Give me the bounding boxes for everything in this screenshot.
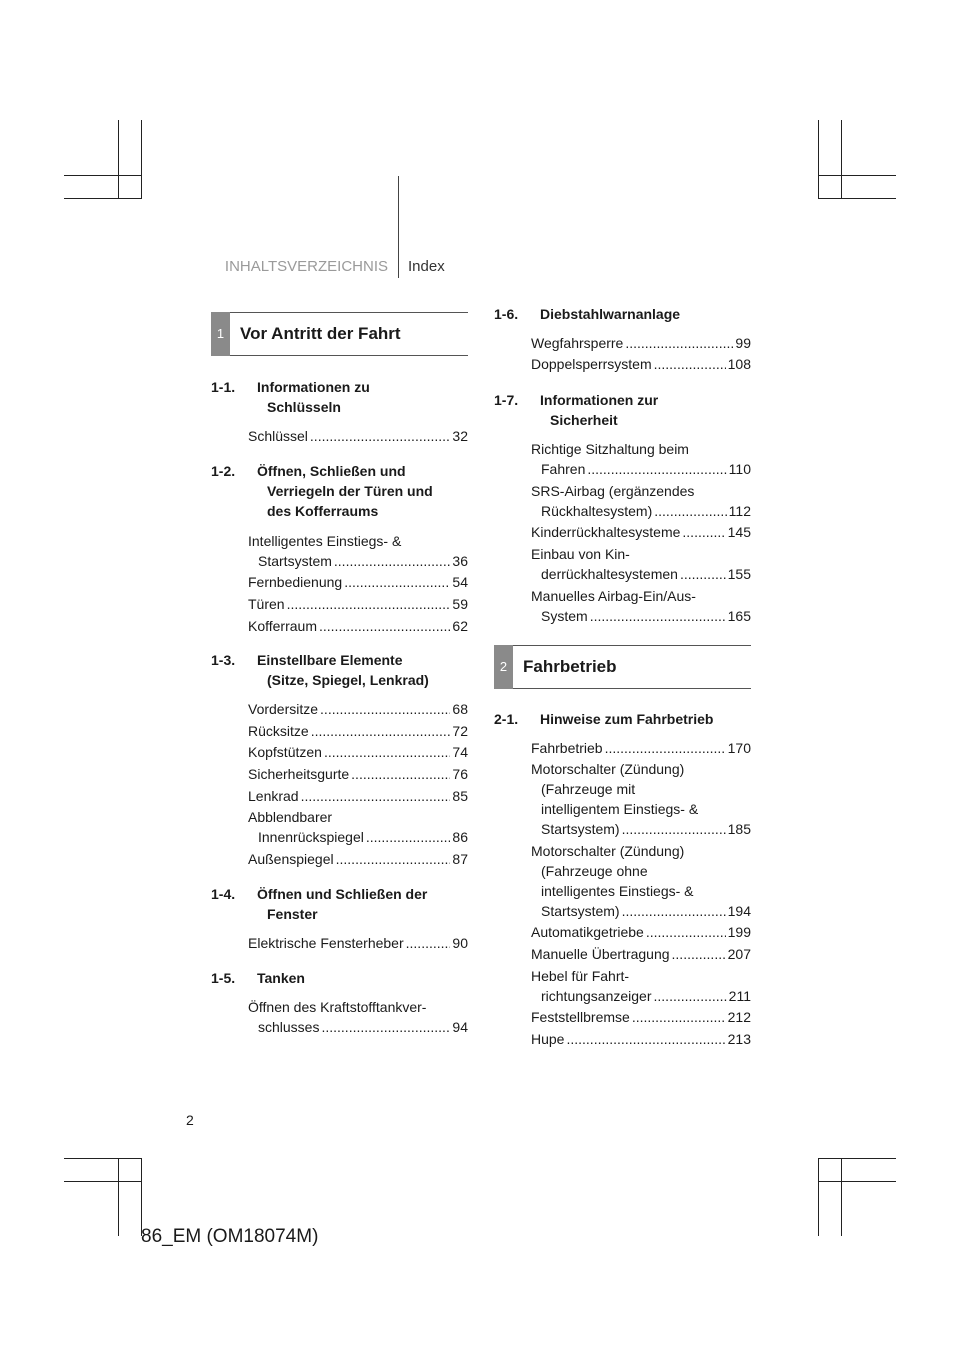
- toc-entry-text: Innenrückspiegel: [258, 829, 364, 846]
- chapter-title: [211, 461, 468, 521]
- toc-entry-text: (Fahrzeuge mit: [541, 781, 636, 798]
- toc-entry[interactable]: [248, 742, 468, 762]
- toc-entry-row: [248, 849, 468, 869]
- toc-entry-text: Rückhaltesystem): [541, 502, 653, 519]
- toc-entry-text: Lenkrad: [248, 787, 299, 804]
- toc-entry[interactable]: [248, 531, 468, 571]
- toc-entry-text: Abblendbarer: [248, 809, 333, 826]
- toc-entry[interactable]: [248, 997, 468, 1037]
- header-divider: [398, 176, 399, 278]
- dot-leader: [672, 944, 726, 964]
- chapter-title: [211, 377, 468, 417]
- toc-entry-text: intelligentes Einstiegs- &: [541, 882, 694, 899]
- dot-leader: [287, 594, 451, 614]
- dot-leader: [622, 901, 726, 921]
- dot-leader: [625, 333, 733, 353]
- toc-entry[interactable]: [248, 699, 468, 719]
- toc-entry[interactable]: [248, 572, 468, 592]
- chapter-title: [494, 709, 751, 729]
- toc-entry-text: Kopfstützen: [248, 744, 322, 761]
- chapter-title-line: Informationen zur: [540, 392, 659, 408]
- page-reference[interactable]: 145: [727, 524, 751, 541]
- toc-entry-row: [248, 572, 468, 592]
- toc-entry[interactable]: [531, 522, 751, 542]
- toc-entry-row: [531, 606, 751, 626]
- dot-leader: [682, 522, 725, 542]
- chapter-title-line: Sicherheit: [550, 412, 618, 428]
- chapter-heading[interactable]: [494, 304, 751, 324]
- toc-entry[interactable]: [531, 333, 751, 353]
- toc-entry-row: [531, 1029, 751, 1049]
- toc-entry-text: Kinderrückhaltesysteme: [531, 524, 681, 541]
- dot-leader: [566, 1029, 725, 1049]
- crop-mark: [818, 1158, 896, 1159]
- toc-entry-text: Motorschalter (Zündung): [531, 842, 685, 859]
- toc-entry[interactable]: [248, 933, 468, 953]
- toc-entry-text: Doppelsperrsystem: [531, 356, 652, 373]
- page-reference[interactable]: 170: [727, 739, 751, 756]
- toc-entry-text: Richtige Sitzhaltung beim: [531, 441, 689, 458]
- toc-entry-text: Hupe: [531, 1030, 565, 1047]
- page-reference[interactable]: 74: [452, 744, 468, 761]
- dot-leader: [324, 742, 450, 762]
- dot-leader: [334, 551, 451, 571]
- crop-mark: [818, 175, 896, 176]
- toc-entry[interactable]: [531, 738, 751, 758]
- chapter-heading[interactable]: [494, 709, 751, 729]
- page-reference[interactable]: 165: [727, 607, 751, 624]
- toc-entry-row: [531, 564, 751, 584]
- chapter-heading[interactable]: [211, 461, 468, 521]
- page-reference[interactable]: 36: [452, 552, 468, 569]
- chapter-heading[interactable]: [211, 650, 468, 690]
- chapter-heading[interactable]: [211, 968, 468, 988]
- crop-mark: [64, 198, 142, 199]
- header-index-link[interactable]: Index: [408, 258, 445, 275]
- toc-entry[interactable]: [531, 354, 751, 374]
- page-number: 2: [186, 1112, 194, 1128]
- header-toc-link[interactable]: INHALTSVERZEICHNIS: [224, 258, 388, 275]
- page-reference[interactable]: 76: [452, 766, 468, 782]
- crop-mark: [818, 120, 819, 198]
- toc-entry-text: Vordersitze: [248, 701, 319, 718]
- toc-entry[interactable]: [248, 764, 468, 784]
- page-reference[interactable]: 99: [735, 334, 751, 351]
- chapter-title-line: Öffnen, Schließen und: [257, 463, 406, 479]
- page-reference[interactable]: 90: [452, 935, 468, 952]
- page-reference[interactable]: 213: [727, 1030, 751, 1047]
- toc-entry-row: [248, 616, 468, 636]
- dot-leader: [320, 699, 450, 719]
- page-reference[interactable]: 86: [452, 829, 468, 846]
- toc-entry-row: [531, 1007, 751, 1027]
- crop-mark: [141, 1158, 142, 1236]
- page-reference[interactable]: 85: [452, 787, 468, 804]
- chapter-title: [494, 390, 751, 430]
- toc-entry[interactable]: [248, 807, 468, 847]
- crop-mark: [64, 175, 142, 176]
- section-tab-number[interactable]: 2: [494, 645, 513, 689]
- toc-entry-text: Wegfahrsperre: [531, 334, 624, 351]
- page-reference[interactable]: 59: [452, 596, 468, 612]
- toc-entry[interactable]: [531, 1029, 751, 1049]
- toc-entry-text: Rücksitze: [248, 722, 309, 739]
- toc-entry-row: [531, 459, 751, 479]
- toc-entry-row: [531, 354, 751, 374]
- toc-entry-row: [248, 786, 468, 806]
- chapter-title-line: Tanken: [257, 970, 305, 986]
- toc-entry-row: [248, 699, 468, 719]
- chapter-title-line: Schlüsseln: [267, 399, 341, 415]
- toc-entry-text: intelligentem Einstiegs- &: [541, 801, 699, 818]
- chapter-title-line: Öffnen und Schließen der: [257, 886, 428, 902]
- dot-leader: [587, 459, 726, 479]
- toc-entry-row: [248, 933, 468, 953]
- page-reference[interactable]: 108: [727, 356, 751, 373]
- page-reference[interactable]: 72: [452, 722, 468, 739]
- toc-entry[interactable]: [531, 481, 751, 521]
- dot-leader: [321, 1017, 450, 1037]
- chapter-number: 1-2.: [211, 463, 236, 479]
- toc-entry-row: [248, 721, 468, 741]
- dot-leader: [680, 564, 726, 584]
- toc-entry-text: Fahren: [541, 461, 586, 478]
- toc-entry[interactable]: [248, 786, 468, 806]
- toc-entry-text: richtungsanzeiger: [541, 987, 652, 1004]
- toc-entry[interactable]: [531, 922, 751, 942]
- dot-leader: [654, 986, 727, 1006]
- toc-entry-text: Elektrische Fensterheber: [248, 935, 404, 952]
- toc-entry[interactable]: [531, 759, 751, 839]
- chapter-number: 1-5.: [211, 970, 236, 986]
- toc-entry-row: [531, 501, 751, 521]
- toc-entry[interactable]: [531, 944, 751, 964]
- page-reference[interactable]: 68: [452, 701, 468, 718]
- chapter-number: 1-1.: [211, 379, 236, 395]
- crop-mark: [841, 1158, 842, 1236]
- toc-entry-row: [248, 742, 468, 762]
- toc-entry-text: Kofferraum: [248, 617, 317, 634]
- toc-entry-text: schlusses: [258, 1018, 320, 1035]
- chapter-title: [494, 304, 751, 324]
- page-reference[interactable]: 199: [727, 924, 751, 941]
- dot-leader: [311, 721, 451, 741]
- toc-entry-text: Hebel für Fahrt-: [531, 967, 630, 984]
- page-reference[interactable]: 54: [452, 574, 468, 591]
- toc-entry-text: Manuelle Übertragung: [531, 946, 670, 962]
- dot-leader: [344, 572, 450, 592]
- dot-leader: [622, 819, 726, 839]
- crop-mark: [818, 198, 896, 199]
- dot-leader: [632, 1007, 726, 1027]
- dot-leader: [301, 786, 451, 806]
- page-reference[interactable]: 87: [452, 850, 468, 867]
- page-reference[interactable]: 211: [728, 987, 751, 1004]
- dot-leader: [590, 606, 726, 626]
- dot-leader: [605, 738, 726, 758]
- toc-entry-row: [531, 986, 751, 1006]
- chapter-title-line: Fenster: [267, 906, 318, 922]
- toc-entry[interactable]: [531, 1007, 751, 1027]
- toc-entry-row: [248, 594, 468, 614]
- chapter-number: 2-1.: [494, 711, 519, 727]
- section-title: Fahrbetrieb: [523, 657, 617, 676]
- chapter-heading[interactable]: [211, 884, 468, 924]
- chapter-title: [211, 650, 468, 690]
- toc-entry[interactable]: [531, 966, 751, 1006]
- chapter-title-line: Einstellbare Elemente: [257, 652, 403, 668]
- toc-entry-text: Motorschalter (Zündung): [531, 761, 685, 778]
- toc-entry[interactable]: [248, 426, 468, 446]
- page-reference[interactable]: 112: [728, 502, 751, 519]
- dot-leader: [366, 827, 451, 847]
- crop-mark: [64, 1181, 142, 1182]
- chapter-title-line: Informationen zu: [257, 379, 370, 395]
- dot-leader: [310, 426, 451, 446]
- chapter-heading[interactable]: [211, 377, 468, 417]
- toc-entry-text: Fernbedienung: [248, 574, 343, 591]
- page-reference[interactable]: 212: [727, 1009, 751, 1026]
- dot-leader: [351, 764, 450, 784]
- page-reference[interactable]: 32: [452, 428, 468, 445]
- toc-entry-row: [248, 764, 468, 784]
- chapter-title-line: Diebstahlwarnanlage: [540, 306, 681, 322]
- toc-entry-row: [531, 522, 751, 542]
- chapter-number: 1-6.: [494, 306, 519, 322]
- toc-entry-text: SRS-Airbag (ergänzendes: [531, 482, 695, 499]
- toc-entry-text: Startsystem): [541, 902, 620, 919]
- chapter-title-line: Verriegeln der Türen und: [267, 483, 433, 499]
- chapter-title-line: (Sitze, Spiegel, Lenkrad): [267, 672, 429, 688]
- toc-entry-text: Intelligentes Einstiegs- &: [248, 532, 402, 549]
- toc-entry-text: Außenspiegel: [248, 850, 334, 867]
- chapter-title: [211, 968, 468, 988]
- crop-mark: [118, 120, 119, 198]
- toc-entry-text: Einbau von Kin-: [531, 546, 630, 562]
- chapter-number: 1-4.: [211, 886, 236, 902]
- toc-entry-row: [248, 1017, 468, 1037]
- document-id: 86_EM (OM18074M): [141, 1226, 319, 1247]
- section-title: Vor Antritt der Fahrt: [240, 324, 401, 343]
- toc-entry[interactable]: [531, 586, 751, 626]
- section-header: [211, 312, 468, 356]
- crop-mark: [818, 1158, 819, 1236]
- dot-leader: [336, 849, 451, 869]
- toc-entry-text: System: [541, 607, 588, 624]
- page-reference[interactable]: 94: [452, 1018, 468, 1035]
- toc-entry[interactable]: [531, 439, 751, 479]
- crop-mark: [118, 1158, 119, 1236]
- crop-mark: [64, 1158, 142, 1159]
- toc-entry-row: [248, 426, 468, 446]
- chapter-number: 1-7.: [494, 392, 519, 408]
- toc-entry-text: Sicherheitsgurte: [248, 766, 350, 782]
- toc-entry-row: [248, 551, 468, 571]
- toc-entry[interactable]: [531, 544, 751, 584]
- crop-mark: [841, 120, 842, 198]
- page-reference[interactable]: 155: [727, 566, 751, 582]
- toc-entry-text: Feststellbremse: [531, 1009, 630, 1026]
- toc-entry-text: derrückhaltesystemen: [541, 566, 678, 582]
- toc-entry[interactable]: [248, 616, 468, 636]
- section-tab-number[interactable]: 1: [211, 312, 230, 356]
- page-reference[interactable]: 110: [728, 461, 751, 478]
- toc-entry-text: Manuelles Airbag-Ein/Aus-: [531, 587, 696, 604]
- chapter-heading[interactable]: [494, 390, 751, 430]
- page-reference[interactable]: 194: [727, 902, 751, 919]
- toc-entry-row: [531, 333, 751, 353]
- toc-entry-row: [531, 738, 751, 758]
- dot-leader: [406, 933, 451, 953]
- toc-entry-text: Öffnen des Kraftstofftankver-: [248, 998, 427, 1015]
- toc-entry[interactable]: [531, 841, 751, 921]
- crop-mark: [818, 1181, 896, 1182]
- toc-entry-text: Startsystem): [541, 821, 620, 838]
- page-reference[interactable]: 185: [727, 821, 751, 838]
- toc-entry[interactable]: [248, 849, 468, 869]
- toc-entry[interactable]: [248, 594, 468, 614]
- chapter-title: [211, 884, 468, 924]
- dot-leader: [646, 922, 726, 942]
- chapter-title-line: des Kofferraums: [267, 503, 379, 519]
- toc-entry-row: [531, 819, 751, 839]
- toc-entry-text: Fahrbetrieb: [531, 739, 603, 756]
- page-reference[interactable]: 62: [452, 617, 468, 634]
- toc-entry-row: [531, 922, 751, 942]
- dot-leader: [319, 616, 450, 636]
- toc-entry-text: Startsystem: [258, 552, 332, 569]
- toc-entry-row: [531, 944, 751, 964]
- toc-entry-text: Schlüssel: [248, 428, 308, 445]
- dot-leader: [654, 501, 726, 521]
- toc-entry-row: [248, 827, 468, 847]
- toc-entry-text: Türen: [248, 596, 285, 612]
- toc-entry[interactable]: [248, 721, 468, 741]
- toc-entry-text: Automatikgetriebe: [531, 924, 644, 941]
- chapter-title-line: Hinweise zum Fahrbetrieb: [540, 711, 714, 727]
- section-header: [494, 645, 751, 689]
- toc-entry-row: [531, 901, 751, 921]
- page-reference[interactable]: 207: [727, 946, 751, 962]
- dot-leader: [654, 354, 726, 374]
- chapter-number: 1-3.: [211, 652, 236, 668]
- toc-entry-text: (Fahrzeuge ohne: [541, 862, 648, 879]
- crop-mark: [141, 120, 142, 198]
